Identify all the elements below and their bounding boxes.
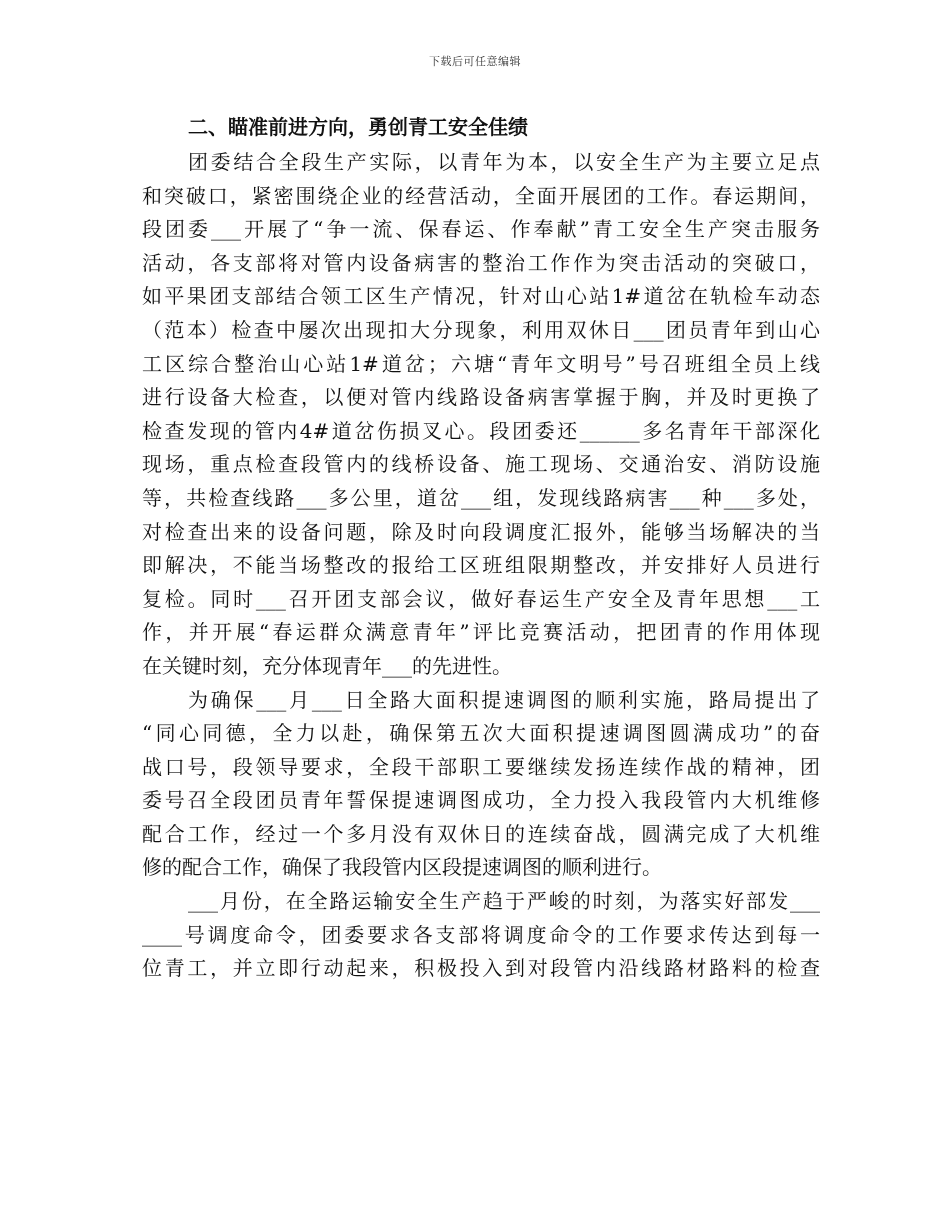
paragraph-2 (142, 684, 820, 886)
paragraph-line: 如平果团支部结合领工区生产情况，针对山心站1#道岔在轨检车动态 (142, 284, 820, 309)
paragraph-line: 修的配合工作，确保了我段管内区段提速调图的顺利进行。 (142, 855, 662, 880)
paragraph-line: 委号召全段团员青年誓保提速调图成功，全力投入我段管内大机维修 (142, 788, 820, 813)
paragraph-3 (142, 885, 820, 986)
paragraph-line: ____号调度命令，团委要求各支部将调度命令的工作要求传达到每一 (142, 922, 820, 947)
page-header: 下载后可任意编辑 (429, 55, 521, 68)
document-body (142, 108, 820, 986)
paragraph-line: （范本）检查中屡次出现扣大分现象，利用双休日___团员青年到山心 (142, 317, 820, 342)
paragraph-line: 即解决，不能当场整改的报给工区班组限期整改，并安排好人员进行 (142, 553, 820, 578)
paragraph-line: 活动，各支部将对管内设备病害的整治工作作为突击活动的突破口， (142, 250, 820, 275)
paragraph-line: 检查发现的管内4#道岔伤损叉心。段团委还______多名青年干部深化 (142, 418, 820, 443)
paragraph-line: 段团委___开展了“争一流、保春运、作奉献”青工安全生产突击服务 (142, 217, 820, 242)
paragraph-line: 战口号，段领导要求，全段干部职工要继续发扬连续作战的精神，团 (142, 754, 820, 779)
paragraph-line: ___月份，在全路运输安全生产趋于严峻的时刻，为落实好部发___ (188, 889, 820, 914)
paragraph-1 (142, 146, 820, 684)
paragraph-line: 配合工作，经过一个多月没有双休日的连续奋战，圆满完成了大机维 (142, 821, 820, 846)
paragraph-line: 进行设备大检查，以便对管内线路设备病害掌握于胸，并及时更换了 (142, 385, 820, 410)
section-heading: 二、瞄准前进方向，勇创青工安全佳绩 (188, 115, 528, 139)
paragraph-line: “同心同德，全力以赴，确保第五次大面积提速调图圆满成功”的奋 (142, 721, 820, 746)
paragraph-line: 和突破口，紧密围绕企业的经营活动，全面开展团的工作。春运期间， (142, 183, 820, 208)
paragraph-line: 团委结合全段生产实际，以青年为本，以安全生产为主要立足点 (188, 150, 820, 174)
paragraph-line: 在关键时刻，充分体现青年___的先进性。 (142, 653, 512, 678)
paragraph-line: 等，共检查线路___多公里，道岔___组，发现线路病害___种___多处， (142, 485, 820, 510)
paragraph-line: 工区综合整治山心站1#道岔；六塘“青年文明号”号召班组全员上线 (142, 351, 820, 376)
paragraph-line: 位青工，并立即行动起来，积极投入到对段管内沿线路材路料的检查 (142, 956, 820, 981)
paragraph-line: 现场，重点检查段管内的线桥设备、施工现场、交通治安、消防设施 (142, 452, 820, 477)
paragraph-line: 复检。同时___召开团支部会议，做好春运生产安全及青年思想___工 (142, 586, 820, 611)
paragraph-line: 对检查出来的设备问题，除及时向段调度汇报外，能够当场解决的当 (142, 519, 820, 544)
paragraph-line: 作，并开展“春运群众满意青年”评比竞赛活动，把团青的作用体现 (142, 620, 820, 645)
paragraph-line: 为确保___月___日全路大面积提速调图的顺利实施，路局提出了 (188, 687, 820, 712)
